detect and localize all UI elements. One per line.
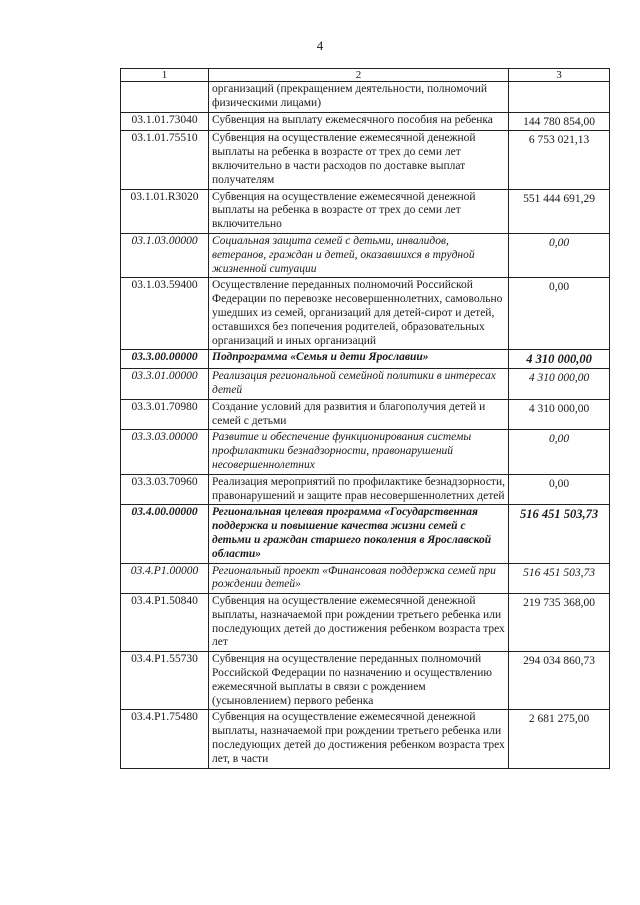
row-name: Субвенция на осуществление ежемесячной денежной выплаты на ребенка в возрасте от трех до семи лет включительно в части расходов по доставке выплат получателям (209, 131, 509, 189)
row-amount: 0,00 (509, 430, 610, 474)
row-amount: 4 310 000,00 (509, 369, 610, 400)
row-code: 03.1.03.59400 (121, 278, 209, 350)
row-amount: 516 451 503,73 (509, 563, 610, 594)
row-name: Социальная защита семей с детьми, инвалидов, ветеранов, граждан и детей, оказавшихся в трудной жизненной ситуации (209, 233, 509, 277)
table-row (121, 430, 610, 474)
column-header-3: 3 (509, 69, 610, 82)
row-amount: 4 310 000,00 (509, 350, 610, 369)
row-code: 03.1.01.75510 (121, 131, 209, 189)
row-amount: 4 310 000,00 (509, 399, 610, 430)
table-row (121, 594, 610, 652)
row-name: Субвенция на осуществление ежемесячной денежной выплаты на ребенка в возрасте от трех до семи лет включительно (209, 189, 509, 233)
table-row (121, 710, 610, 768)
budget-table (120, 68, 610, 769)
row-amount: 516 451 503,73 (509, 505, 610, 563)
table-row (121, 350, 610, 369)
table-row (121, 369, 610, 400)
row-name: Создание условий для развития и благополучия детей и семей с детьми (209, 399, 509, 430)
row-code: 03.3.01.00000 (121, 369, 209, 400)
page-number: 4 (316, 38, 324, 53)
table-row (121, 233, 610, 277)
row-name: Региональный проект «Финансовая поддержка семей при рождении детей» (209, 563, 509, 594)
row-code: 03.4.P1.50840 (121, 594, 209, 652)
row-code (121, 82, 209, 113)
row-code: 03.4.00.00000 (121, 505, 209, 563)
row-amount: 294 034 860,73 (509, 652, 610, 710)
row-code: 03.3.03.00000 (121, 430, 209, 474)
table-row (121, 399, 610, 430)
table-row (121, 278, 610, 350)
row-amount (509, 82, 610, 113)
row-amount: 6 753 021,13 (509, 131, 610, 189)
row-name: Субвенция на осуществление переданных полномочий Российской Федерации по назначению и осуществлению ежемесячной выплаты в связи с рождением (усыновлением) первого ребенка (209, 652, 509, 710)
table-row (121, 189, 610, 233)
row-name: Подпрограмма «Семья и дети Ярославии» (209, 350, 509, 369)
row-code: 03.1.01.73040 (121, 112, 209, 131)
row-name: Субвенция на осуществление ежемесячной денежной выплаты, назначаемой при рождении третьего ребенка или последующих детей до достижения ребенком возраста трех лет (209, 594, 509, 652)
row-code: 03.4.P1.00000 (121, 563, 209, 594)
table-header-row (121, 69, 610, 82)
table-row (121, 131, 610, 189)
row-code: 03.1.03.00000 (121, 233, 209, 277)
row-code: 03.3.03.70960 (121, 474, 209, 505)
row-code: 03.1.01.R3020 (121, 189, 209, 233)
row-amount: 0,00 (509, 474, 610, 505)
table-row (121, 474, 610, 505)
row-name: Осуществление переданных полномочий Российской Федерации по перевозке несовершеннолетних, самовольно ушедших из семей, организаций для детей-сирот и детей, оставшихся без попечения родителей, образовательных организаций и иных организаций (209, 278, 509, 350)
row-code: 03.3.01.70980 (121, 399, 209, 430)
row-amount: 219 735 368,00 (509, 594, 610, 652)
column-header-2: 2 (209, 69, 509, 82)
table-row (121, 505, 610, 563)
row-name: Региональная целевая программа «Государственная поддержка и повышение качества жизни семей с детьми и граждан старшего поколения в Ярославской области» (209, 505, 509, 563)
column-header-1: 1 (121, 69, 209, 82)
row-name: Реализация мероприятий по профилактике безнадзорности, правонарушений и защите прав несовершеннолетних детей (209, 474, 509, 505)
table-row (121, 112, 610, 131)
row-name: организаций (прекращением деятельности, полномочий физическими лицами) (209, 82, 509, 113)
row-amount: 0,00 (509, 233, 610, 277)
row-amount: 551 444 691,29 (509, 189, 610, 233)
row-code: 03.4.P1.75480 (121, 710, 209, 768)
row-code: 03.4.P1.55730 (121, 652, 209, 710)
row-name: Развитие и обеспечение функционирования системы профилактики безнадзорности, правонарушений несовершеннолетних (209, 430, 509, 474)
row-code: 03.3.00.00000 (121, 350, 209, 369)
row-amount: 144 780 854,00 (509, 112, 610, 131)
table-row (121, 82, 610, 113)
table-row (121, 652, 610, 710)
row-name: Субвенция на осуществление ежемесячной денежной выплаты, назначаемой при рождении третьего ребенка или последующих детей до достижения ребенком возраста трех лет, в части (209, 710, 509, 768)
row-name: Субвенция на выплату ежемесячного пособия на ребенка (209, 112, 509, 131)
table-row (121, 563, 610, 594)
row-amount: 0,00 (509, 278, 610, 350)
row-name: Реализация региональной семейной политики в интересах детей (209, 369, 509, 400)
row-amount: 2 681 275,00 (509, 710, 610, 768)
